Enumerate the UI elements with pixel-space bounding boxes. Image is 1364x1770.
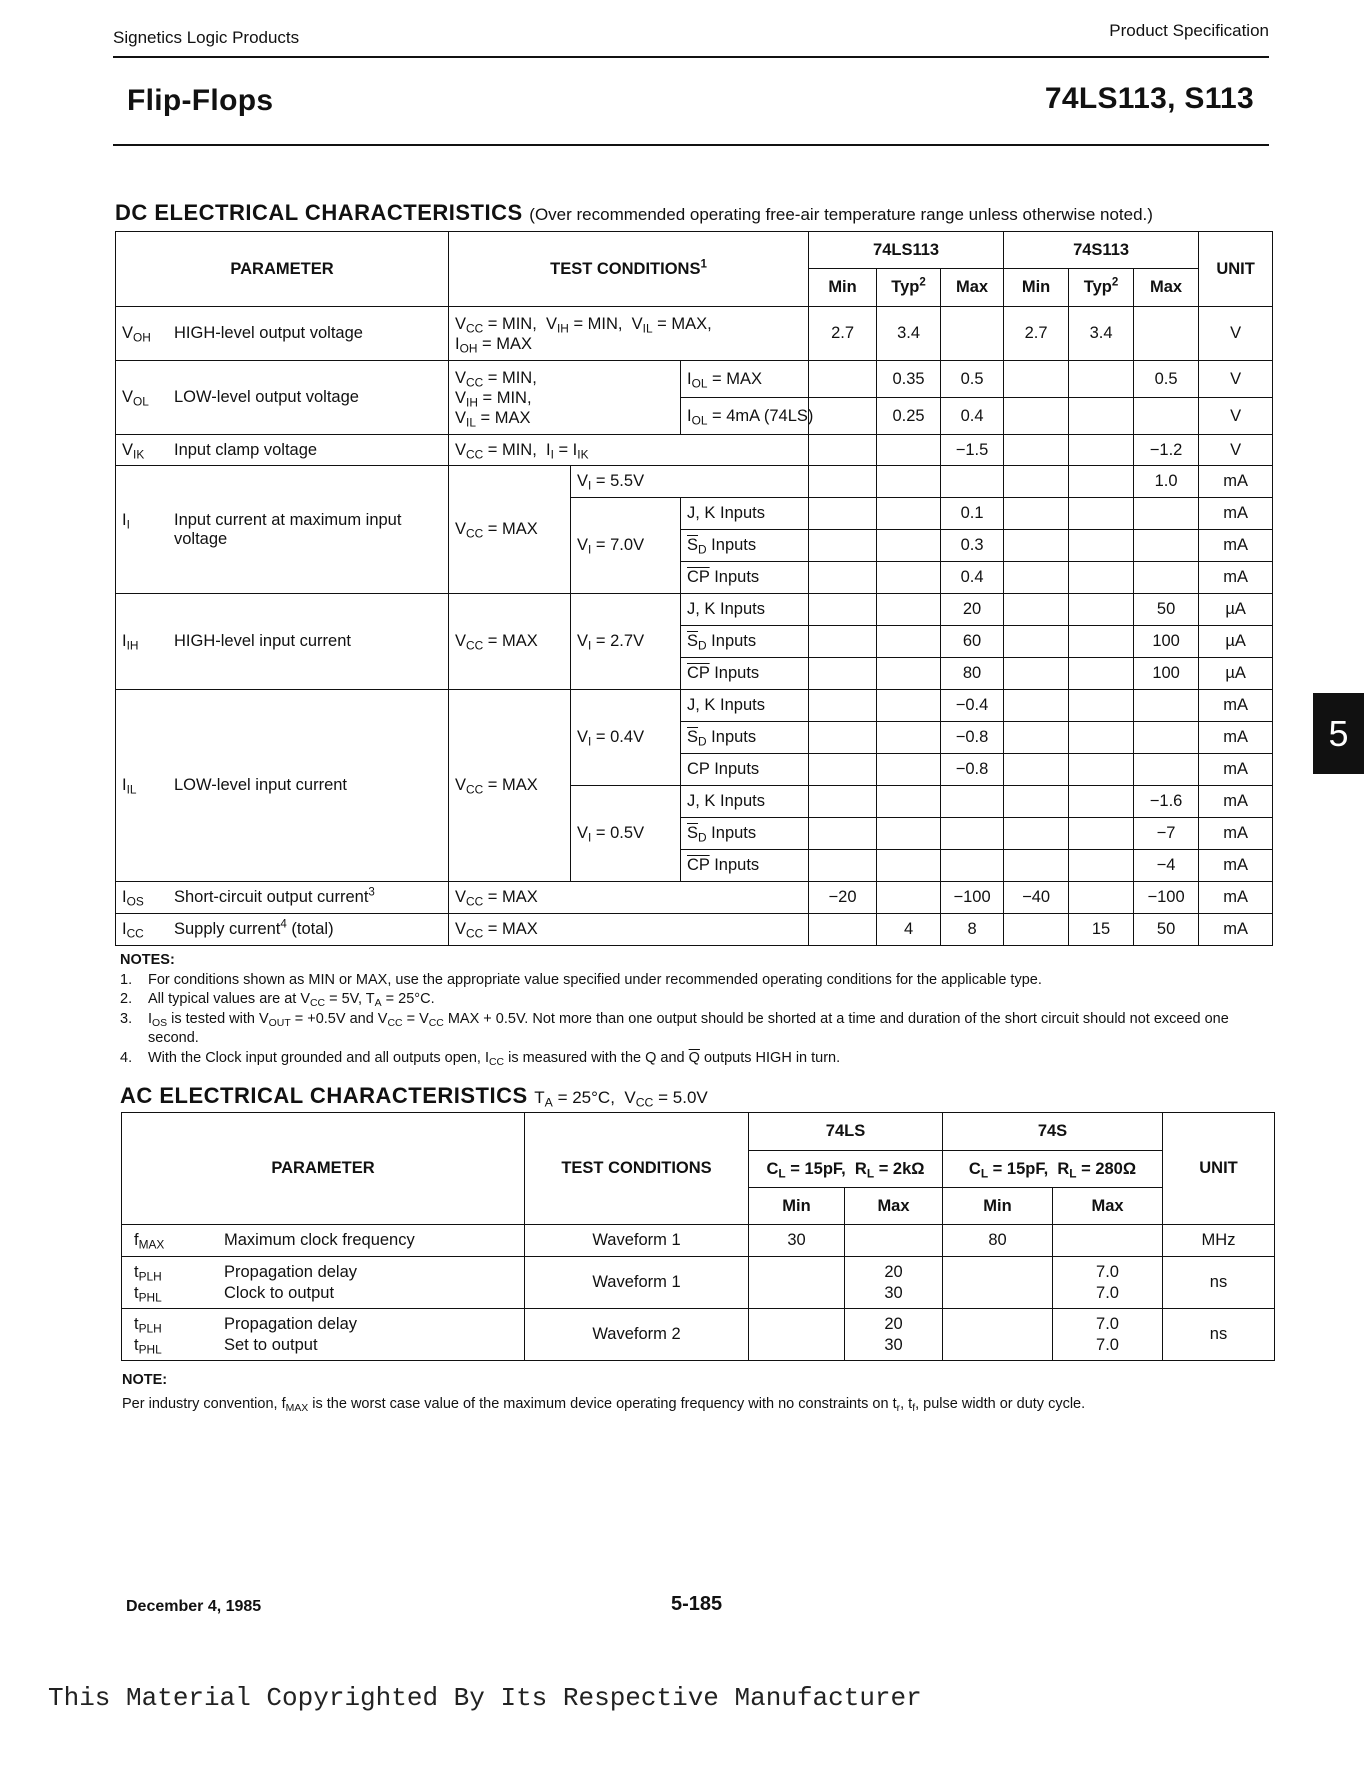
ac-section-title: [120, 1083, 708, 1109]
cond-vol: $V_{CC}$ = MIN, $V_{IH}$ = MIN, $V_{IL}$ = MAX: [449, 361, 681, 435]
note-2: 2. All typical values are at $V_{CC} = 5V$, $T_A = 25^\circ C$.: [120, 991, 435, 1010]
col-test-conditions: TEST CONDITIONS$^1$: [449, 232, 809, 307]
table-row: $I_{OL} = 4mA$ (74LS) 0.25 0.4 V: [116, 398, 1273, 435]
param-fmax: $f_{MAX}$ Maximum clock frequency: [122, 1225, 525, 1257]
header-rule-top: [113, 56, 1269, 58]
ac-col-ls-min: Min: [749, 1188, 845, 1225]
dc-notes: [120, 951, 1280, 1068]
ac-col-s-min: Min: [943, 1188, 1053, 1225]
col-s-min: Min: [1004, 269, 1069, 307]
cond-ii-vi-7v: $V_I = 7.0V$: [571, 498, 681, 594]
table-row: $\overline{S}_D$ Inputs 60 100 µA: [116, 626, 1273, 658]
ac-col-ls-max: Max: [845, 1188, 943, 1225]
col-ls-typ: Typ$^2$: [877, 269, 941, 307]
table-row: CP Inputs −0.8 mA: [116, 754, 1273, 786]
col-ls-max: Max: [941, 269, 1004, 307]
ac-load-74s: $C_L = 15pF$, $R_L = 280\Omega$: [943, 1151, 1163, 1188]
cond-ii: $V_{CC}$ = MAX: [449, 466, 571, 594]
cond-ios: $V_{CC}$ = MAX: [449, 882, 809, 914]
header-rule-bottom: [113, 144, 1269, 146]
param-tp-clock: $t_{PLH}$ Propagation delay $t_{PHL}$ Clock to output: [122, 1257, 525, 1309]
cond-vol-iol-max: $I_{OL}$ = MAX: [681, 361, 809, 398]
family-title: Flip-Flops: [127, 84, 274, 117]
table-row: $I_{OS}$ Short-circuit output current$^3$ $V_{CC}$ = MAX −20 −100 −40 −100 mA: [116, 882, 1273, 914]
param-vol: $V_{OL}$ LOW-level output voltage: [116, 361, 449, 435]
table-row: $\overline{CP}$ Inputs 80 100 µA: [116, 658, 1273, 690]
col-s-typ: Typ$^2$: [1069, 269, 1134, 307]
company-name: Signetics Logic Products: [113, 28, 300, 47]
ac-col-group-74ls: 74LS: [749, 1113, 943, 1151]
table-row: $V_{IK}$ Input clamp voltage $V_{CC}$ = MIN, $I_I = I_{IK}$ −1.5 −1.2 V: [116, 435, 1273, 466]
col-group-74s113: 74S113: [1004, 232, 1199, 269]
param-voh: $V_{OH}$ HIGH-level output voltage: [116, 307, 449, 361]
cond-vik: $V_{CC}$ = MIN, $I_I = I_{IK}$: [449, 435, 809, 466]
param-iil: $I_{IL}$ LOW-level input current: [116, 690, 449, 882]
param-ii: $I_I$ Input current at maximum input voltage: [116, 466, 449, 594]
ac-col-unit: UNIT: [1163, 1113, 1275, 1225]
table-row: $V_{OH}$ HIGH-level output voltage $V_{CC}$ = MIN, $V_{IH}$ = MIN, $V_{IL}$ = MAX, $I_{OH}$ = MAX 2.7 3.4 2.7 3.4 V: [116, 307, 1273, 361]
cond-icc: $V_{CC}$ = MAX: [449, 914, 809, 946]
page-number: 5-185: [671, 1593, 723, 1615]
table-row: $\overline{S}_D$ Inputs −7 mA: [116, 818, 1273, 850]
table-row: $\overline{S}_D$ Inputs 0.3 mA: [116, 530, 1273, 562]
cond-iil-vi-0v4: $V_I = 0.4V$: [571, 690, 681, 786]
ac-subtitle: $T_A = 25^\circ C$, $V_{CC} = 5.0V$: [534, 1088, 708, 1110]
dc-characteristics-table: [115, 231, 1273, 946]
table-row: $I_{IL}$ LOW-level input current $V_{CC}$ = MAX $V_I = 0.4V$ J, K Inputs −0.4 mA: [116, 690, 1273, 722]
table-row: $t_{PLH}$ Propagation delay $t_{PHL}$ Set to output Waveform 2 20 30 7.0 7.0 ns: [122, 1309, 1275, 1361]
dc-title: DC ELECTRICAL CHARACTERISTICS: [115, 200, 523, 225]
cond-vol-iol-4ma: $I_{OL} = 4mA$ (74LS): [681, 398, 809, 435]
table-row: $V_{OL}$ LOW-level output voltage $V_{CC}$ = MIN, $V_{IH}$ = MIN, $V_{IL}$ = MAX $I_{OL}$ = MAX 0.35 0.5 0.5 V: [116, 361, 1273, 398]
notes-title: NOTES:: [120, 952, 175, 968]
ac-note: [122, 1371, 1282, 1414]
param-ios: $I_{OS}$ Short-circuit output current$^3$: [116, 882, 449, 914]
cond-iil-vi-0v5: $V_I = 0.5V$: [571, 786, 681, 882]
input-jk: J, K Inputs: [681, 498, 809, 530]
col-group-74ls113: 74LS113: [809, 232, 1004, 269]
ac-load-74ls: $C_L = 15pF$, $R_L = 2k\Omega$: [749, 1151, 943, 1188]
cond-voh: $V_{CC}$ = MIN, $V_{IH}$ = MIN, $V_{IL}$ = MAX, $I_{OH}$ = MAX: [449, 307, 809, 361]
table-row: $\overline{CP}$ Inputs −4 mA: [116, 850, 1273, 882]
param-iih: $I_{IH}$ HIGH-level input current: [116, 594, 449, 690]
param-vik: $V_{IK}$ Input clamp voltage: [116, 435, 449, 466]
col-s-max: Max: [1134, 269, 1199, 307]
param-tp-set: $t_{PLH}$ Propagation delay $t_{PHL}$ Set to output: [122, 1309, 525, 1361]
cond-ii-vi-5v5: $V_I = 5.5V$: [571, 466, 809, 498]
ac-col-group-74s: 74S: [943, 1113, 1163, 1151]
footer-date: December 4, 1985: [126, 1598, 262, 1615]
copyright-notice: This Material Copyrighted By Its Respective Manufacturer: [48, 1683, 922, 1713]
table-row: $\overline{S}_D$ Inputs −0.8 mA: [116, 722, 1273, 754]
note-3: 3. $I_{OS}$ is tested with $V_{OUT} = +0.5V$ and $V_{CC} = V_{CC}$ MAX + 0.5V. Not more than one output should be shorted at a time and duration of the short circuit should not exceed one second.: [120, 1010, 1229, 1046]
col-ls-min: Min: [809, 269, 877, 307]
doc-type: Product Specification: [1109, 21, 1269, 40]
note-1: 1. For conditions shown as MIN or MAX, use the appropriate value specified under recommended operating conditions for the applicable type.: [120, 971, 1042, 988]
input-sd: $\overline{S}_D$ Inputs: [681, 530, 809, 562]
input-cp: $\overline{CP}$ Inputs: [681, 562, 809, 594]
table-row: $I_{IH}$ HIGH-level input current $V_{CC}$ = MAX $V_I = 2.7V$ J, K Inputs 20 50 µA: [116, 594, 1273, 626]
table-row: $I_{CC}$ Supply current$^4$ (total) $V_{CC}$ = MAX 4 8 15 50 mA: [116, 914, 1273, 946]
param-icc: $I_{CC}$ Supply current$^4$ (total): [116, 914, 449, 946]
table-row: $V_I = 7.0V$ J, K Inputs 0.1 mA: [116, 498, 1273, 530]
table-row: $V_I = 0.5V$ J, K Inputs −1.6 mA: [116, 786, 1273, 818]
table-row: $f_{MAX}$ Maximum clock frequency Waveform 1 30 80 MHz: [122, 1225, 1275, 1257]
ac-note-text: Per industry convention, $f_{MAX}$ is the worst case value of the maximum device operating frequency with no constraints on $t_r$, $t_f$, pulse width or duty cycle.: [122, 1395, 1086, 1414]
col-unit: UNIT: [1199, 232, 1273, 307]
ac-note-title: NOTE:: [122, 1372, 168, 1388]
part-numbers: 74LS113, S113: [1044, 82, 1254, 115]
ac-col-test-conditions: TEST CONDITIONS: [525, 1113, 749, 1225]
ac-title: AC ELECTRICAL CHARACTERISTICS: [120, 1083, 528, 1108]
table-row: $\overline{CP}$ Inputs 0.4 mA: [116, 562, 1273, 594]
ac-characteristics-table: [121, 1112, 1275, 1361]
col-parameter: PARAMETER: [116, 232, 449, 307]
table-row: $t_{PLH}$ Propagation delay $t_{PHL}$ Clock to output Waveform 1 20 30 7.0 7.0 ns: [122, 1257, 1275, 1309]
cond-iih-vi: $V_I = 2.7V$: [571, 594, 681, 690]
dc-section-title: [115, 200, 1153, 226]
ac-col-parameter: PARAMETER: [122, 1113, 525, 1225]
table-row: $I_I$ Input current at maximum input voltage $V_{CC}$ = MAX $V_I = 5.5V$ 1.0 mA: [116, 466, 1273, 498]
cond-iih: $V_{CC}$ = MAX: [449, 594, 571, 690]
dc-subtitle: (Over recommended operating free-air temperature range unless otherwise noted.): [529, 205, 1153, 224]
section-tab: 5: [1313, 693, 1364, 774]
cond-iil: $V_{CC}$ = MAX: [449, 690, 571, 882]
ac-col-s-max: Max: [1053, 1188, 1163, 1225]
note-4: 4. With the Clock input grounded and all outputs open, $I_{CC}$ is measured with the Q and $\overline{Q}$ outputs HIGH in turn.: [120, 1049, 841, 1068]
